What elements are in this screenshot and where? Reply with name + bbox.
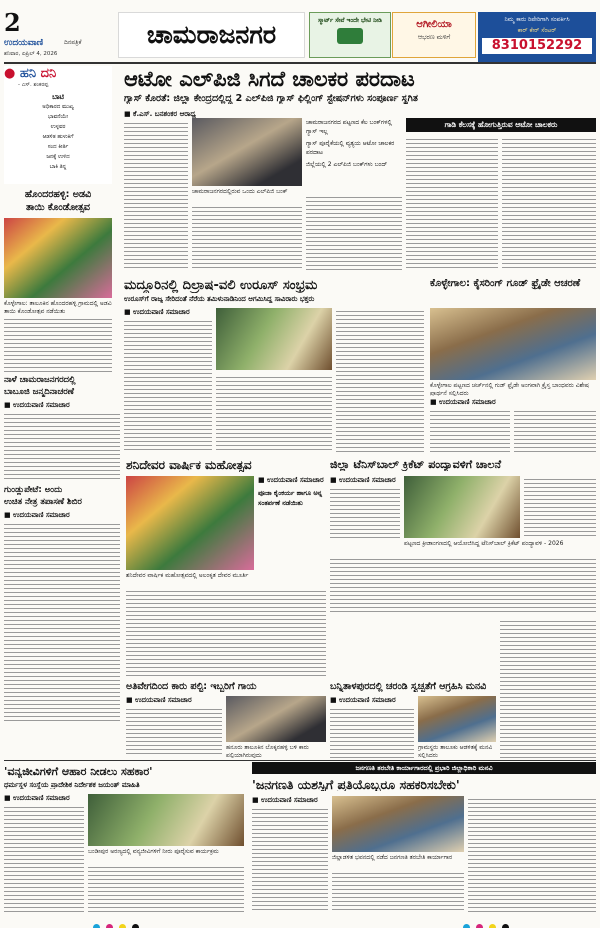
water-drop-icon: ● (4, 66, 16, 81)
kollegala-caption: ಕೊಳ್ಳೇಗಾಲ ಪಟ್ಟಣದ ಚರ್ಚ್‌ನಲ್ಲಿ ಗುಡ್ ಫ್ರೈಡೇ ಅಂಗವಾಗಿ ಕ್ರೈಸ್ತ ಬಾಂಧವರು ವಿಶೇಷ ಪ್ರಾರ್ಥನೆ ಸಲ್ಲಿಸಿದರು (430, 382, 589, 396)
janaganathi-kicker-bar (252, 762, 596, 774)
hani-title: ಹನಿ (19, 66, 37, 81)
bannithalapura-body-2 (500, 618, 596, 758)
kollegala-headline: ಕೊಳ್ಳೇಗಾಲ: ಕೈಸರಿಂಗ್ ಗೂಡ್ ಫ್ರೈಡೇ ಆಚರಣೆ (430, 279, 581, 289)
ad-2-title: ಆಗೀಲಿಯಾ (416, 19, 452, 30)
urus-body-3 (336, 308, 424, 452)
urus-headline: ಮದ್ದೂರಿನಲ್ಲಿ ದಿಲ್ರಾಷ-ವಲಿ ಉರೂಸ್ ಸಂಭ್ರಮ (124, 279, 318, 293)
lead-photo-caption: ಚಾಮರಾಜನಗರದಲ್ಲಿರುವ ಒಂದು ಎಲ್‌ಪಿಜಿ ಬಂಕ್ (192, 188, 288, 195)
car-accident-headline: ಅತಿವೇಗದಿಂದ ಕಾರು ಪಲ್ಟಿ: ಇಬ್ಬರಿಗೆ ಗಾಯ (126, 682, 257, 692)
gundlupet-byline: ■ ಉದಯವಾಣಿ ಸಮಾಚಾರ (4, 511, 70, 519)
poem-body: ಅಧಿಕಾರದ ಮುಖ್ಯ ಭಾವನೆಯೇ ಉಳ್ಳವರ ಆಡಳಿತ ಹುಳುಕಿಗೆ ಸಂದ ಕೀರ್ತಿ ಜನಕ್ಕೆ ಉಳಿದ ಬಾಕಿ ತಿನ್ನ (42, 104, 74, 170)
lead-bullet-3: ಜಿಲ್ಲೆಯಲ್ಲಿ 2 ಎಲ್‌ಪಿಜಿ ಬಂಕ್‌ಗಳು ಬಂದ್ (306, 161, 388, 168)
poem-title: ಬಾಟಿ (52, 93, 64, 101)
vanyajeevi-photo (88, 794, 244, 846)
shanidevara-byline: ■ ಉದಯವಾಣಿ ಸಮಾಚಾರ (258, 476, 324, 484)
bannithalapura-headline: ಬನ್ನಿತಾಳಪುರದಲ್ಲಿ ಚರಂಡಿ ಸ್ವಚ್ಛತೆಗೆ ಆಗ್ರಹಿಸಿ ಮನವಿ (330, 682, 487, 692)
shanidevara-pull-quote: ಪೂಜಾ ಕೈಂಕರ್ಯ ಹಾಗೂ ಅನ್ನ ಸಂತರ್ಪಣೆ ನಡೆಯಿತು (258, 489, 323, 507)
paper-name: ಉದಯವಾಣಿ (4, 38, 44, 48)
shanidevara-body (126, 588, 326, 678)
lead-byline: ■ ಕೆ.ಎಸ್. ಬನಶಂಕರ ಆರಾಧ್ಯ (124, 110, 196, 118)
tennis-body-3 (330, 556, 596, 614)
car-accident-caption: ಹನೂರು ತಾಲೂಕಿನ ಲೊಕ್ಕನಹಳ್ಳಿ ಬಳಿ ಕಾರು ಪಲ್ಟಿಯಾಗಿರುವುದು (226, 744, 309, 758)
section-title-box (118, 12, 305, 58)
ad-2-sub: ಆಭರಣ ಮಳಿಗೆ (417, 33, 451, 41)
vanyajeevi-headline: 'ವನ್ಯಜೀವಿಗಳಿಗೆ ಆಹಾರ ನೀಡಲು ಸಹಕಾರ' (4, 766, 153, 778)
car-accident-body-1 (126, 706, 222, 756)
janaganathi-headline: 'ಜನಗಣತಿ ಯಶಸ್ಸಿಗೆ ಪ್ರತಿಯೊಬ್ಬರೂ ಸಹಕರಿಸಬೇಕು' (252, 778, 460, 792)
lead-box-body-1 (406, 136, 498, 270)
church-photo (430, 308, 596, 380)
ad-box-1 (309, 12, 391, 58)
ad-3-phone: 8310152292 (482, 38, 592, 54)
lead-headline: ಆಟೋ ಎಲ್‌ಪಿಜಿ ಸಿಗದೆ ಚಾಲಕರ ಪರದಾಟ (124, 68, 415, 91)
gundlupet-headline-1: ಗುಂಡ್ಲುಪೇಟೆ: ಅಂದು (4, 486, 63, 495)
vanyajeevi-caption: ಬಂಡೀಪುರ ಅರಣ್ಯದಲ್ಲಿ ವನ್ಯಜೀವಿಗಳಿಗೆ ನೀರು ಪೂರೈಸುವ ಕಾರ್ಯಕ್ರಮ (88, 848, 219, 855)
lead-box-header (406, 118, 596, 132)
ad-box-2 (392, 12, 476, 58)
hondarahalli-caption: ಕೊಳ್ಳೇಗಾಲ: ತಾಲೂಕಿನ ಹೊಂದರಹಳ್ಳಿ ಗ್ರಾಮದಲ್ಲಿ ಅಡವಿ ತಾಯಿ ಕೊಂಡೋತ್ಸವ ನಡೆಯಿತು (4, 300, 112, 314)
lead-box-title: ಗಾಡಿ ಕೆಲಸಕ್ಕೆ ಹೋಗುತ್ತಿರುವ ಆಟೋ ಚಾಲಕರು (444, 120, 558, 129)
shanidevara-headline: ಶನಿದೇವರ ವಾರ್ಷಿಕ ಮಹೋತ್ಸವ (126, 459, 252, 472)
nale-byline: ■ ಉದಯವಾಣಿ ಸಮಾಚಾರ (4, 401, 70, 409)
urus-body-2 (216, 374, 332, 452)
ad-3-sub: ಕಾರ್ ಕೇರ್ ಸೆಂಟರ್ (517, 27, 557, 34)
bottom-section-rule (4, 760, 596, 761)
edition-label: ದಿನಪತ್ರಿಕೆ (64, 39, 82, 46)
lead-body-col-1 (124, 120, 188, 270)
hondarahalli-headline-1: ಹೊಂದರಹಳ್ಳಿ: ಅಡವಿ (24, 190, 92, 200)
vanyajeevi-byline: ■ ಉದಯವಾಣಿ ಸಮಾಚಾರ (4, 794, 70, 802)
lead-bullet-2: ಗ್ಯಾಸ್ ಪೂರೈಕೆಯಲ್ಲಿ ವ್ಯತ್ಯಯ ಆಟೋ ಚಾಲಕರ ಪರದಾಟ (306, 140, 395, 156)
masthead-rule (4, 62, 596, 64)
phone-graphic-icon (337, 28, 363, 44)
nale-headline-2: ಬಾಬೂಜಿ ಜನ್ಮದಿನಾಚರಣೆ (4, 388, 74, 397)
nale-headline-1: ನಾಳೆ ಚಾಮರಾಜನಗರದಲ್ಲಿ (4, 376, 76, 385)
lpg-bunk-photo (192, 118, 302, 186)
bannithalapura-body-1 (330, 706, 414, 758)
urus-subheadline: ಉರೂಸ್‌ಗೆ ರಾಜ್ಯ ಸೇರಿದಂತೆ ನೆರೆಯ ತಮಿಳುನಾಡಿನಿಂದ ಆಗಮಿಸಿದ್ದ ಸಾವಿರಾರು ಭಕ್ತರು (124, 296, 315, 303)
janaganathi-kicker: ಜನಗಣತಿ ತರಬೇತಿ ಕಾರ್ಯಾಗಾರದಲ್ಲಿ ಪ್ರಭಾರಿ ಜಿಲ್ಲಾಧಿಕಾರಿ ಮನವಿ (355, 764, 493, 772)
hondarahalli-headline-2: ತಾಯಿ ಕೊಂಡೋತ್ಸವ (25, 203, 91, 213)
bannithalapura-photo (418, 696, 496, 742)
lead-body-col-2 (192, 204, 302, 270)
janaganathi-body-1 (252, 806, 328, 912)
tennis-caption: ಪಟ್ಟಣದ ಕ್ರೀಡಾಂಗಣದಲ್ಲಿ ಆಯೋಜಿಸಿದ್ದ ಟೆನಿಸ್‌ಬಾಲ್ ಕ್ರಿಕೆಟ್ ಪಂದ್ಯಾವಳಿ - 2026 (404, 540, 564, 547)
dani-title: ದನಿ (40, 66, 57, 81)
shanidevara-photo (126, 476, 254, 570)
kollegala-body-1 (430, 408, 510, 454)
shanidevara-caption: ಶನಿದೇವರ ವಾರ್ಷಿಕ ಮಹೋತ್ಸವದಲ್ಲಿ ಅಲಂಕೃತ ದೇವರ ಮೂರ್ತಿ (126, 572, 249, 579)
section-title: ಚಾಮರಾಜನಗರ (146, 20, 277, 49)
registration-marks-left (90, 916, 170, 924)
car-accident-photo (226, 696, 326, 742)
janaganathi-byline: ■ ಉದಯವಾಣಿ ಸಮಾಚಾರ (252, 796, 318, 804)
lead-subheadline: ಗ್ಯಾಸ್ ಕೊರತೆ: ಜಿಲ್ಲಾ ಕೇಂದ್ರದಲ್ಲಿದ್ದ 2 ಎಲ್‌ಪಿಜಿ ಗ್ಯಾಸ್ ಫಿಲ್ಲಿಂಗ್ ಸ್ಟೇಷನ್‌ಗಳು ಸಂಪೂರ್ಣ ಸ್ಥಗಿತ (124, 94, 418, 104)
kollegala-byline: ■ ಉದಯವಾಣಿ ಸಮಾಚಾರ (430, 398, 496, 406)
vanyajeevi-body-1 (4, 804, 84, 912)
tennis-body-2 (524, 476, 596, 538)
tennis-byline: ■ ಉದಯವಾಣಿ ಸಮಾಚಾರ (330, 476, 396, 484)
gundlupet-headline-2: ಉಚಿತ ನೇತ್ರ ತಪಾಸಣೆ ಶಿಬಿರ (4, 498, 82, 507)
cricket-photo (404, 476, 520, 538)
urus-photo (216, 308, 332, 370)
nale-body (4, 411, 120, 481)
bannithalapura-byline: ■ ಉದಯವಾಣಿ ಸಮಾಚಾರ (330, 696, 396, 704)
lead-bullets (306, 118, 402, 190)
janaganathi-body-3 (468, 796, 596, 912)
vanyajeevi-body-2 (88, 864, 244, 912)
ad-3-text: ನಿಮ್ಮ ಕಾರು ರಿಪೇರಿಗಾಗಿ ಸಂಪರ್ಕಿಸಿ (504, 16, 570, 23)
hondarahalli-body (4, 316, 112, 372)
urus-byline: ■ ಉದಯವಾಣಿ ಸಮಾಚಾರ (124, 308, 190, 316)
janaganathi-caption: ಜಿಲ್ಲಾಡಳಿತ ಭವನದಲ್ಲಿ ನಡೆದ ಜನಗಣತಿ ತರಬೇತಿ ಕಾರ್ಯಾಗಾರ (332, 854, 453, 861)
registration-marks-right (460, 916, 540, 924)
lead-body-col-3 (306, 194, 402, 270)
hani-dani-author: - ಎಸ್. ಶಂಕರಪ್ಪ (18, 82, 49, 88)
dateline: ಶನಿವಾರ, ಏಪ್ರಿಲ್ 4, 2026 (4, 51, 58, 57)
vanyajeevi-subheadline: ಧರ್ಮಸ್ಥಳ ಸಂಸ್ಥೆಯ ಪ್ರಾದೇಶಿಕ ನಿರ್ದೇಶಕ ಜಯಂತ್ ಮಾಹಿತಿ (4, 782, 140, 789)
janaganathi-body-2 (332, 870, 464, 912)
lead-box-body-2 (502, 136, 596, 270)
tennis-headline: ಜಿಲ್ಲಾ ಟೆನಿಸ್‌ಬಾಲ್ ಕ್ರಿಕೆಟ್ ಪಂದ್ಯಾವಳಿಗೆ ಚಾಲನೆ (330, 459, 502, 471)
gundlupet-body (4, 521, 120, 721)
kondotsava-photo (4, 218, 112, 298)
car-accident-byline: ■ ಉದಯವಾಣಿ ಸಮಾಚಾರ (126, 696, 192, 704)
janaganathi-photo (332, 796, 464, 852)
ad-box-3 (478, 12, 596, 62)
ad-1-text: ಸ್ಮಾರ್ಟ್ ಸೇವೆ ಇಂದೇ ಭೇಟಿ ನೀಡಿ (318, 17, 382, 24)
bannithalapura-caption: ಗ್ರಾಮಸ್ಥರು ತಾಲೂಕು ಆಡಳಿತಕ್ಕೆ ಮನವಿ ಸಲ್ಲಿಸಿದರು (418, 744, 493, 758)
kollegala-body-2 (514, 408, 596, 454)
tennis-body-1 (330, 486, 400, 538)
urus-body-1 (124, 318, 212, 452)
lead-bullet-1: ಚಾಮರಾಜನಗರದ ಪಟ್ಟಣದ ಕೆಲ ಬಂಕ್‌ಗಳಲ್ಲಿ ಗ್ಯಾಸ್ ಇಲ್ಲ (306, 119, 392, 135)
hani-dani-box (4, 66, 112, 184)
page-number: 2 (4, 8, 21, 37)
